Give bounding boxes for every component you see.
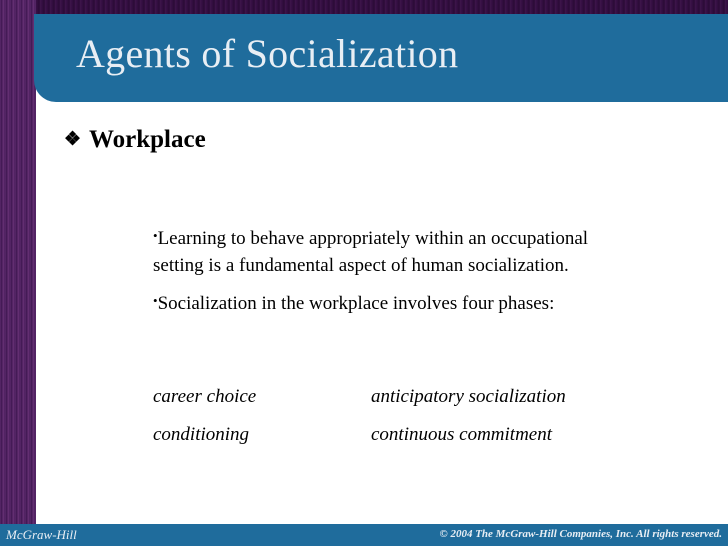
diamond-bullet-icon: ❖ (64, 129, 82, 150)
copyright-notice: © 2004 The McGraw-Hill Companies, Inc. All rights reserved. (439, 528, 722, 540)
bullet-dot-icon: • (153, 293, 158, 308)
bullet-text: Learning to behave appropriately within an occupational setting is a fundamental aspect of human socialization. (153, 228, 589, 276)
phase-anticipatory-socialization: anticipatory socialization (371, 386, 566, 407)
publisher-name: McGraw-Hill (6, 527, 77, 542)
top-border-texture (36, 0, 728, 14)
footer-bar (0, 524, 728, 546)
bullet-item (153, 287, 623, 317)
section-heading (64, 126, 206, 154)
slide-title: Agents of Socialization (76, 31, 459, 76)
phase-conditioning: conditioning (153, 424, 250, 445)
bullet-list (153, 222, 623, 325)
bullet-item (153, 222, 623, 279)
phase-continuous-commitment: continuous commitment (371, 424, 553, 445)
phase-career-choice: career choice (153, 386, 257, 407)
bullet-text: Socialization in the workplace involves four phases: (157, 293, 555, 314)
heading-text: Workplace (89, 126, 206, 153)
bullet-dot-icon: • (153, 228, 158, 243)
left-side-strip (0, 0, 36, 524)
